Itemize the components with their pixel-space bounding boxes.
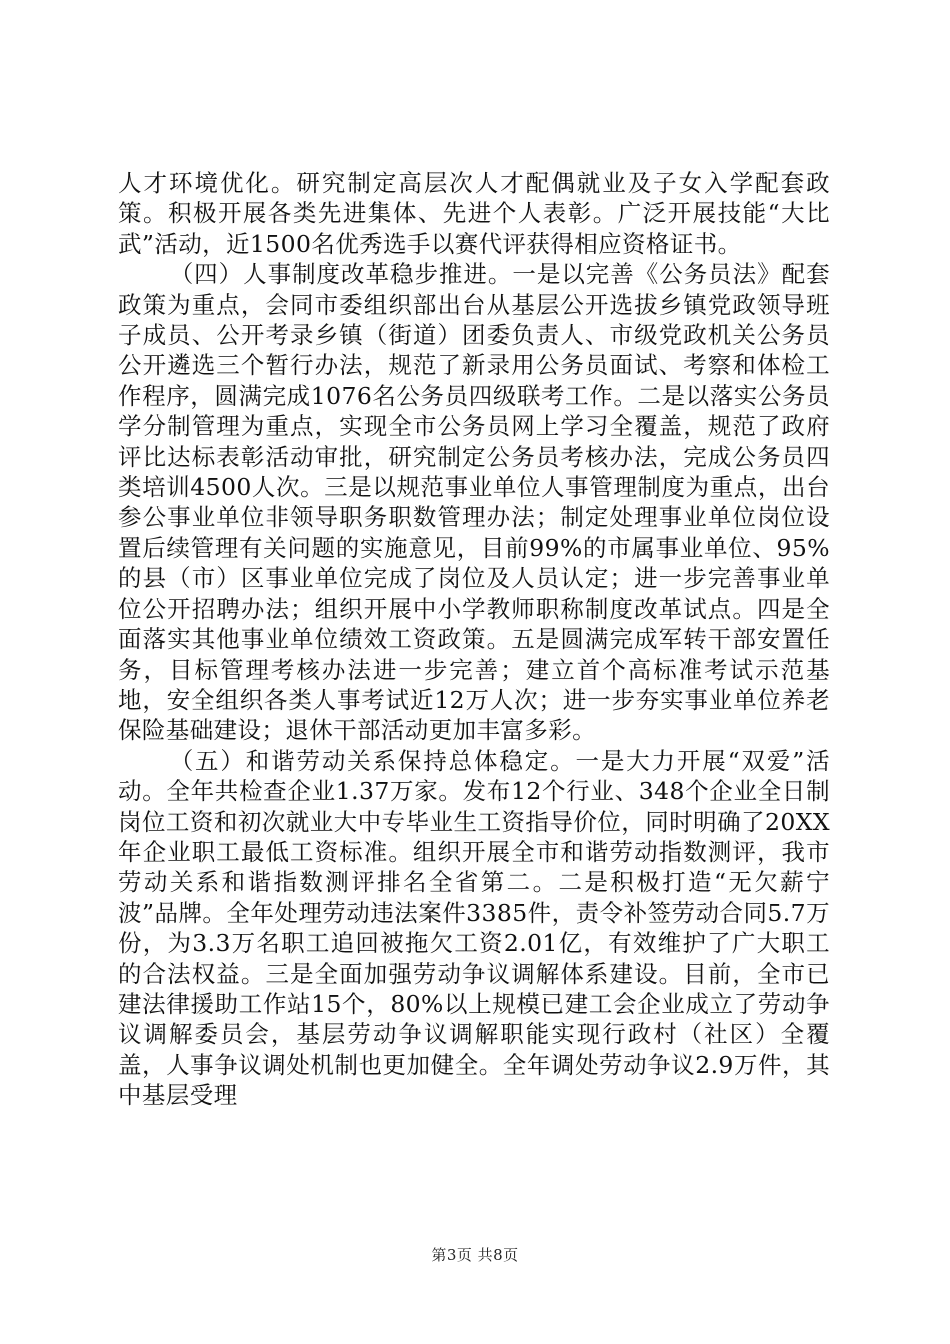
paragraph-talent-environment: 人才环境优化。研究制定高层次人才配偶就业及子女入学配套政策。积极开展各类先进集体、先进个人表彰。广泛开展技能“大比武”活动，近1500名优秀选手以赛代评获得相应资格证书。 — [118, 169, 830, 258]
paragraph-labor-relations: （五）和谐劳动关系保持总体稳定。一是大力开展“双爱”活动。全年共检查企业1.37万家。发布12个行业、348个企业全日制岗位工资和初次就业大中专毕业生工资指导价位，同时明确了20XX年企业职工最低工资标准。组织开展全市和谐劳动指数测评，我市劳动关系和谐指数测评排名全省第二。二是积极打造“无欠薪宁波”品牌。全年处理劳动违法案件3385件，责令补签劳动合同5.7万份，为3.3万名职工追回被拖欠工资2.01亿，有效维护了广大职工的合法权益。三是全面加强劳动争议调解体系建设。目前，全市已建法律援助工作站15个，80%以上规模已建工会企业成立了劳动争议调解委员会，基层劳动争议调解职能实现行政村（社区）全覆盖，人事争议调处机制也更加健全。全年调处劳动争议2.9万件，其中基层受理 — [118, 746, 830, 1110]
paragraph-personnel-reform: （四）人事制度改革稳步推进。一是以完善《公务员法》配套政策为重点，会同市委组织部出台从基层公开选拔乡镇党政领导班子成员、公开考录乡镇（街道）团委负责人、市级党政机关公务员公开遴选三个暂行办法，规范了新录用公务员面试、考察和体检工作程序，圆满完成1076名公务员四级联考工作。二是以落实公务员学分制管理为重点，实现全市公务员网上学习全覆盖，规范了政府评比达标表彰活动审批，研究制定公务员考核办法，完成公务员四类培训4500人次。三是以规范事业单位人事管理制度为重点，出台参公事业单位非领导职务职数管理办法；制定处理事业单位岗位设置后续管理有关问题的实施意见，目前99%的市属事业单位、95%的县（市）区事业单位完成了岗位及人员认定；进一步完善事业单位公开招聘办法；组织开展中小学教师职称制度改革试点。四是全面落实其他事业单位绩效工资政策。五是圆满完成军转干部安置任务，目标管理考核办法进一步完善；建立首个高标准考试示范基地，安全组织各类人事考试近12万人次；进一步夯实事业单位养老保险基础建设；退休干部活动更加丰富多彩。 — [118, 260, 830, 745]
document-body — [118, 168, 830, 1111]
page-number-footer: 第3页 共8页 — [431, 1246, 519, 1264]
